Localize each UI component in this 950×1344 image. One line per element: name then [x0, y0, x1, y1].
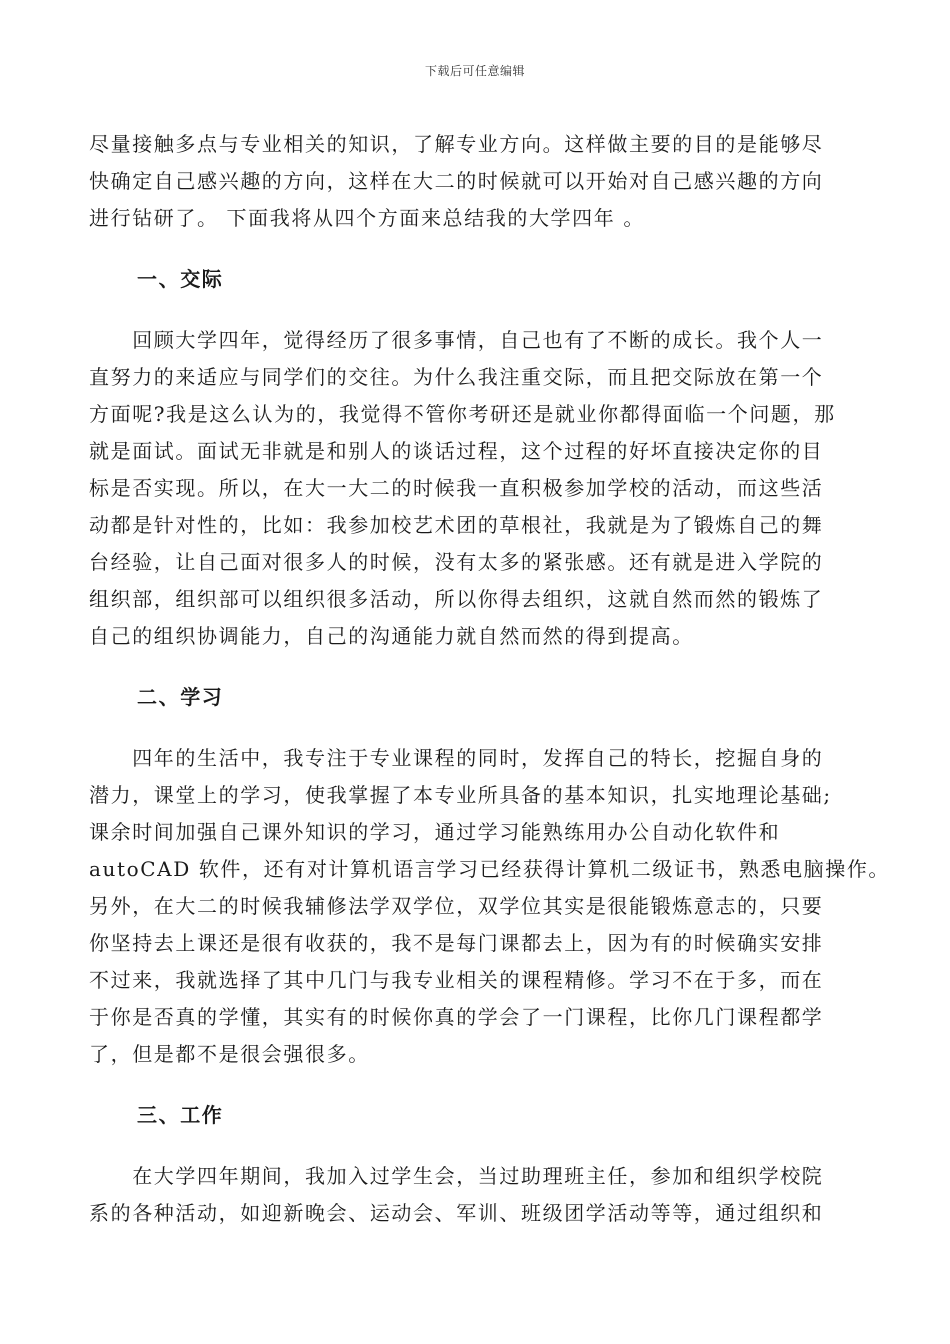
- section-heading-work: 三、工作: [137, 1103, 224, 1127]
- text-line: 就是面试。面试无非就是和别人的谈话过程，这个过程的好坏直接决定你的目: [89, 439, 824, 463]
- text-line: 不过来，我就选择了其中几门与我专业相关的课程精修。学习不在于多，而在: [89, 968, 824, 992]
- document-body: [89, 126, 891, 1232]
- text-line: 回顾大学四年，觉得经历了很多事情，自己也有了不断的成长。我个人一: [89, 328, 824, 352]
- text-line: 你坚持去上课还是很有收获的，我不是每门课都去上，因为有的时候确实安排: [89, 931, 824, 955]
- text-line: 于你是否真的学懂，其实有的时候你真的学会了一门课程，比你几门课程都学: [89, 1005, 824, 1029]
- text-line: 快确定自己感兴趣的方向，这样在大二的时候就可以开始对自己感兴趣的方向: [89, 169, 824, 193]
- text-line: 课余时间加强自己课外知识的学习，通过学习能熟练用办公自动化软件和: [89, 820, 781, 844]
- text-line: 四年的生活中，我专注于专业课程的同时，发挥自己的特长，挖掘自身的: [89, 746, 824, 770]
- section-heading-social: 一、交际: [137, 267, 224, 291]
- text-line: 台经验，让自己面对很多人的时候，没有太多的紧张感。还有就是进入学院的: [89, 550, 824, 574]
- text-line: 标是否实现。所以，在大一大二的时候我一直积极参加学校的活动，而这些活: [89, 476, 824, 500]
- page-header: 下载后可任意编辑: [424, 64, 525, 78]
- text-line: 方面呢?我是这么认为的，我觉得不管你考研还是就业你都得面临一个问题，那: [89, 402, 836, 426]
- intro-paragraph: [89, 126, 861, 237]
- text-line: 组织部，组织部可以组织很多活动，所以你得去组织，这就自然而然的锻炼了: [89, 587, 824, 611]
- text-line: 直努力的来适应与同学们的交往。为什么我注重交际，而且把交际放在第一个: [89, 365, 824, 389]
- text-line: 在大学四年期间，我加入过学生会，当过助理班主任，参加和组织学校院: [89, 1164, 824, 1188]
- text-line: 另外，在大二的时候我辅修法学双学位，双学位其实是很能锻炼意志的，只要: [89, 894, 824, 918]
- text-line: 了，但是都不是很会强很多。: [89, 1042, 370, 1066]
- text-line: 系的各种活动，如迎新晚会、运动会、军训、班级团学活动等等，通过组织和: [89, 1201, 824, 1225]
- text-line: 潜力，课堂上的学习，使我掌握了本专业所具备的基本知识，扎实地理论基础;: [89, 783, 832, 807]
- text-line: 进行钻研了。 下面我将从四个方面来总结我的大学四年 。: [89, 206, 645, 230]
- text-line: 动都是针对性的，比如：我参加校艺术团的草根社，我就是为了锻炼自己的舞: [89, 513, 824, 537]
- section-paragraph-social: [89, 322, 861, 655]
- text-line: 自己的组织协调能力，自己的沟通能力就自然而然的得到提高。: [89, 624, 694, 648]
- section-heading-study: 二、学习: [137, 685, 224, 709]
- text-line: autoCAD 软件，还有对计算机语言学习已经获得计算机二级证书，熟悉电脑操作。: [89, 857, 891, 881]
- section-paragraph-work: [89, 1158, 861, 1232]
- text-line: 尽量接触多点与专业相关的知识，了解专业方向。这样做主要的目的是能够尽: [89, 132, 824, 156]
- section-paragraph-study: [89, 740, 891, 1073]
